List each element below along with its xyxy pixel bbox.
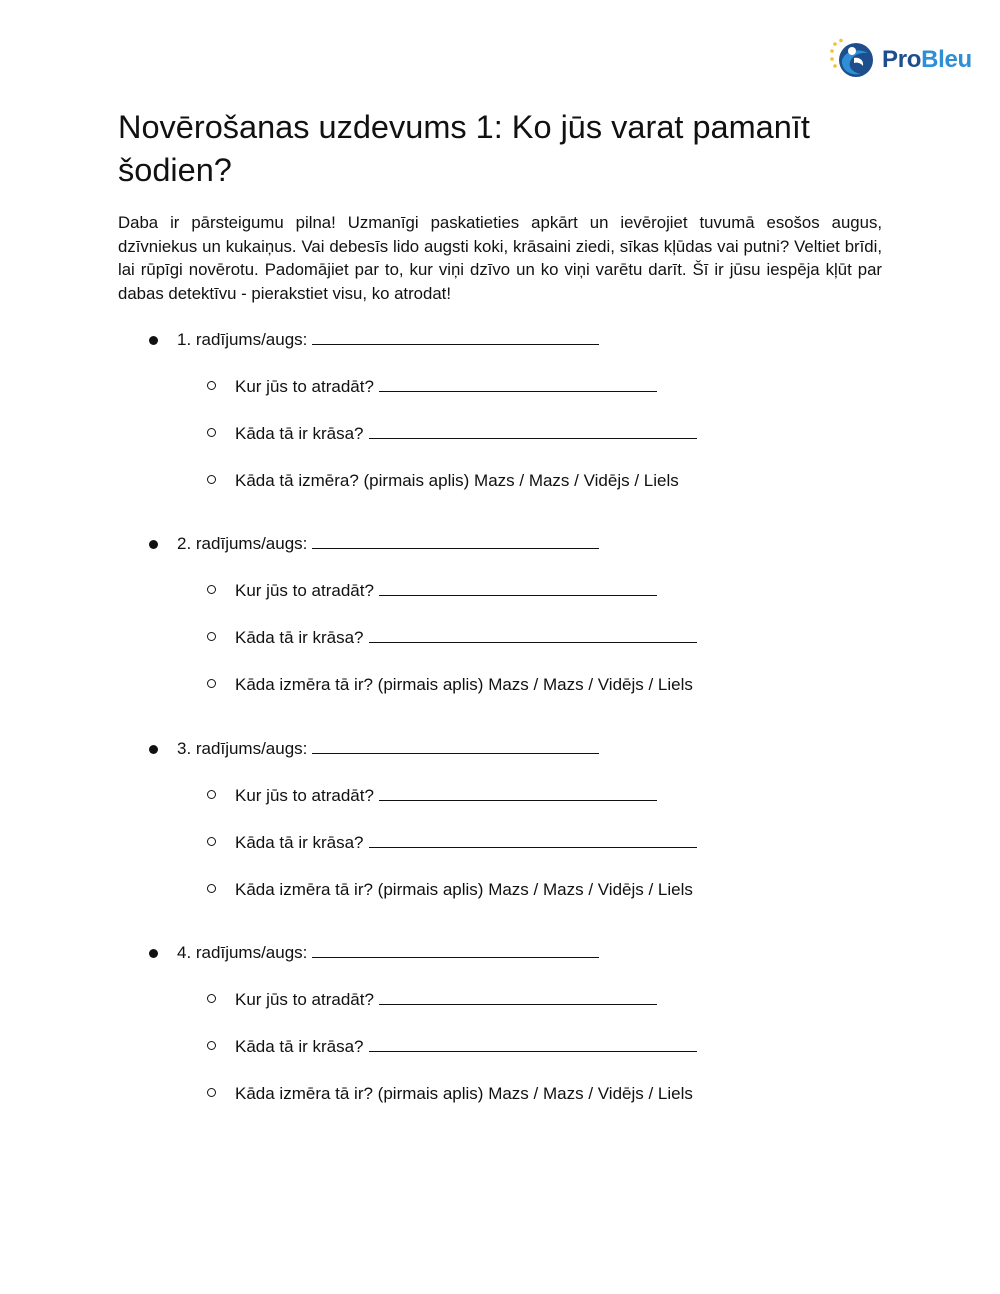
sub-bullet-icon: [207, 790, 216, 799]
item-3-size-label[interactable]: Kāda izmēra tā ir? (pirmais aplis) Mazs / Mazs / Vidējs / Liels: [235, 880, 693, 899]
sub-bullet-icon: [207, 679, 216, 688]
bullet-icon: [149, 540, 158, 549]
item-2-where-blank[interactable]: [379, 581, 657, 596]
item-4-name-blank[interactable]: [312, 943, 599, 958]
item-4-label-row: [177, 943, 599, 963]
item-3-label: 3. radījums/augs:: [177, 739, 308, 758]
intro-paragraph: Daba ir pārsteigumu pilna! Uzmanīgi paskatieties apkārt un ievērojiet tuvumā esošos augus, dzīvniekus un kukaiņus. Vai debesīs lido augsti koki, krāsaini ziedi, sīkas kļūdas vai putni? Veltiet brīdi, lai rūpīgi novērotu. Padomājiet par to, kur viņi dzīvo un ko viņi varētu darīt. Šī ir jūsu iespēja kļūt par dabas detektīvu - pierakstiet visu, ko atrodat!: [118, 213, 882, 303]
item-2-label: 2. radījums/augs:: [177, 534, 308, 553]
page-title: Novērošanas uzdevums 1: Ko jūs varat pamanīt šodien?: [118, 109, 810, 188]
sub-bullet-icon: [207, 884, 216, 893]
logo-text-pro: Pro: [882, 46, 922, 73]
item-4-color-label: Kāda tā ir krāsa?: [235, 1037, 364, 1056]
item-1-size-label[interactable]: Kāda tā izmēra? (pirmais aplis) Mazs / Mazs / Vidējs / Liels: [235, 471, 679, 490]
sub-bullet-icon: [207, 994, 216, 1003]
item-2-name-blank[interactable]: [312, 534, 599, 549]
item-4-where-label: Kur jūs to atradāt?: [235, 990, 374, 1009]
item-4-where-row: [235, 990, 657, 1010]
item-3-size-row: [235, 880, 693, 900]
item-3-where-row: [235, 786, 657, 806]
sub-bullet-icon: [207, 475, 216, 484]
sub-bullet-icon: [207, 1088, 216, 1097]
sub-bullet-icon: [207, 428, 216, 437]
item-1-color-label: Kāda tā ir krāsa?: [235, 424, 364, 443]
item-2-color-row: [235, 628, 697, 648]
item-3-where-label: Kur jūs to atradāt?: [235, 786, 374, 805]
item-1-color-row: [235, 424, 697, 444]
bullet-icon: [149, 336, 158, 345]
item-2-size-row: [235, 675, 693, 695]
item-4-label: 4. radījums/augs:: [177, 943, 308, 962]
item-3-color-blank[interactable]: [369, 833, 697, 848]
item-3-label-row: [177, 739, 599, 759]
item-2-where-label: Kur jūs to atradāt?: [235, 581, 374, 600]
item-2-where-row: [235, 581, 657, 601]
item-4-size-row: [235, 1084, 693, 1104]
item-4-color-row: [235, 1037, 697, 1057]
item-3-color-row: [235, 833, 697, 853]
item-2-color-blank[interactable]: [369, 628, 697, 643]
item-2-label-row: [177, 534, 599, 554]
item-1-size-row: [235, 471, 679, 491]
item-4-where-blank[interactable]: [379, 990, 657, 1005]
item-3-color-label: Kāda tā ir krāsa?: [235, 833, 364, 852]
item-1-label-row: [177, 330, 599, 350]
sub-bullet-icon: [207, 585, 216, 594]
item-1-label: 1. radījums/augs:: [177, 330, 308, 349]
sub-bullet-icon: [207, 837, 216, 846]
item-1-where-label: Kur jūs to atradāt?: [235, 377, 374, 396]
item-4-size-label[interactable]: Kāda izmēra tā ir? (pirmais aplis) Mazs / Mazs / Vidējs / Liels: [235, 1084, 693, 1103]
item-2-size-label[interactable]: Kāda izmēra tā ir? (pirmais aplis) Mazs / Mazs / Vidējs / Liels: [235, 675, 693, 694]
sub-bullet-icon: [207, 632, 216, 641]
item-1-where-blank[interactable]: [379, 377, 657, 392]
item-3-name-blank[interactable]: [312, 739, 599, 754]
item-1-color-blank[interactable]: [369, 424, 697, 439]
logo-text-bleu: Bleu: [921, 46, 972, 73]
item-2-color-label: Kāda tā ir krāsa?: [235, 628, 364, 647]
sub-bullet-icon: [207, 1041, 216, 1050]
item-1-where-row: [235, 377, 657, 397]
item-4-color-blank[interactable]: [369, 1037, 697, 1052]
bullet-icon: [149, 949, 158, 958]
sub-bullet-icon: [207, 381, 216, 390]
item-1-name-blank[interactable]: [312, 330, 599, 345]
item-3-where-blank[interactable]: [379, 786, 657, 801]
bullet-icon: [149, 745, 158, 754]
